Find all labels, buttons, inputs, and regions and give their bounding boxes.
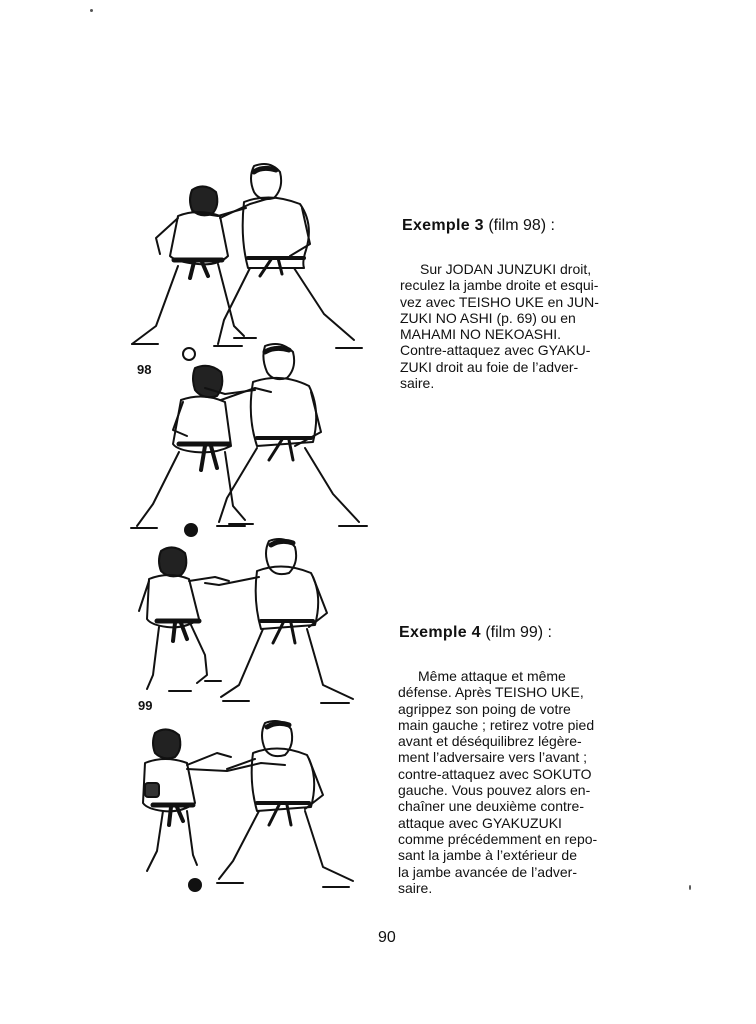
example-4-text: Même attaque et même défense. Après TEISHO UKE, agrippez son poing de votre main gauche ; retirez votre pied avant et déséquilibrez légère- ment l’adversaire vers l’avant ; contre-attaquez avec SOKUTO gauche. Vous pouvez alors en- chaîner une deuxième contre- attaque avec GYAKUZUKI comme précédemment en repo- sant la jambe à l’extérieur de la jambe avancée de l’adver- saire. [398, 668, 598, 896]
karate-illustration-99-frame-2 [135, 715, 360, 910]
page-number: 90 [378, 929, 396, 946]
example-3-title: Exemple 3 [402, 217, 484, 234]
figure-label-99: 99 [138, 698, 153, 713]
example-3-heading [402, 217, 555, 235]
karate-illustration-98-frame-1 [122, 158, 367, 363]
karate-illustration-98-frame-2 [125, 340, 370, 540]
example-3-text: Sur JODAN JUNZUKI droit, reculez la jambe droite et esqui- vez avec TEISHO UKE en JUN- ZUKI NO ASHI (p. 69) ou en MAHAMI NO NEKOASHI. Contre-attaquez avec GYAKU- ZUKI droit au foie de l’adver- saire. [400, 261, 599, 392]
example-4-title: Exemple 4 [399, 624, 481, 641]
example-3-ref: (film 98) : [488, 217, 555, 234]
scan-speck [689, 885, 691, 890]
karate-illustration-99-frame-1 [135, 535, 360, 730]
example-4-heading [399, 624, 552, 642]
example-4-ref: (film 99) : [485, 624, 552, 641]
scan-speck [90, 9, 93, 12]
figure-label-98: 98 [137, 362, 152, 377]
